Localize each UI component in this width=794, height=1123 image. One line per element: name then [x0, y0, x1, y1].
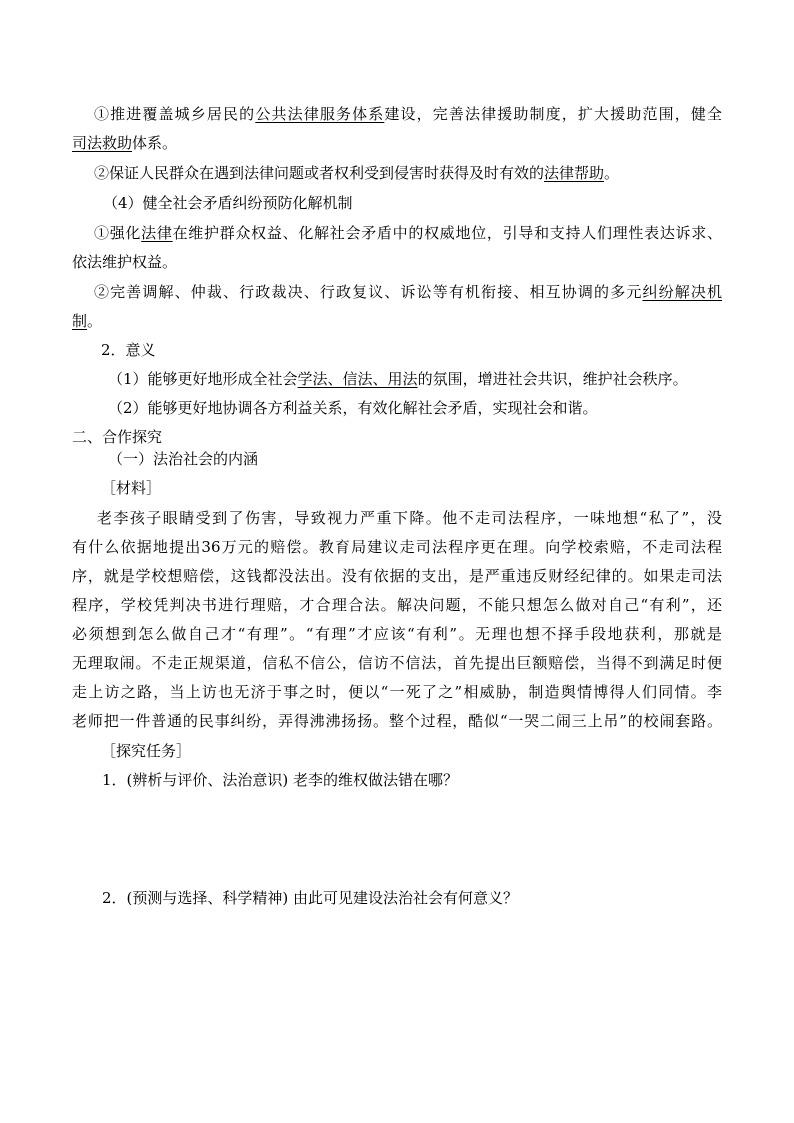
text-segment: 1．(辨析与评价、法治意识) 老李的维权做法错在哪？: [102, 771, 459, 789]
text-segment: 的氛围，增进社会共识，维护社会秩序。: [417, 370, 688, 388]
text-line: [97, 508, 722, 528]
text-segment: 老师把一件普通的民事纠纷，弄得沸沸扬扬。整个过程，酷似“一哭二闹三上吊”的校闹套路。: [72, 712, 722, 730]
text-line: [102, 770, 458, 790]
text-line: [72, 311, 102, 331]
underlined-term: 制: [72, 312, 88, 330]
text-segment: 依法维护权益。: [72, 253, 178, 271]
text-segment: ［探究任务］: [101, 742, 192, 760]
text-segment: 。: [87, 312, 103, 330]
text-line: [72, 566, 722, 586]
text-segment: （4）健全社会矛盾纠纷预防化解机制: [103, 194, 353, 212]
text-line: [101, 340, 156, 360]
text-segment: （一）法治社会的内涵: [108, 450, 259, 468]
text-segment: 序，就是学校想赔偿，这钱都没法出。没有依据的支出，是严重违反财经纪律的。如果走司法: [72, 567, 722, 585]
underlined-term: 学法、信法、用法: [297, 370, 418, 388]
text-segment: ［材料］: [101, 479, 162, 497]
text-line: [72, 624, 722, 644]
underlined-term: 法律: [141, 224, 173, 242]
text-line: [72, 537, 722, 557]
text-segment: ①推进覆盖城乡居民的: [94, 105, 256, 123]
text-segment: 体系。: [132, 134, 178, 152]
text-line: [72, 711, 722, 731]
text-segment: ①强化: [94, 224, 142, 242]
text-segment: 二、合作探究: [72, 428, 163, 446]
text-line: [72, 682, 722, 702]
text-line: [103, 193, 353, 213]
text-segment: ②保证人民群众在遇到法律问题或者权利受到侵害时获得及时有效的: [94, 164, 545, 182]
text-line: [72, 653, 722, 673]
text-segment: 无理取闹。不走正规渠道，信私不信公，信访不信法，首先提出巨额赔偿，当得不到满足时便: [72, 654, 722, 672]
underlined-term: 公共法律服务体系: [255, 105, 385, 123]
text-line: [101, 478, 161, 498]
text-line: [101, 741, 191, 761]
text-segment: ②完善调解、仲裁、行政裁决、行政复议、诉讼等有机衔接、相互协调的多元: [94, 283, 643, 301]
text-segment: 2．意义: [101, 341, 156, 359]
text-line: [108, 449, 258, 469]
underlined-term: 司法救助: [72, 134, 133, 152]
text-line: [72, 133, 177, 153]
text-line: [72, 427, 162, 447]
text-segment: 。: [604, 164, 620, 182]
text-segment: 必须想到怎么做自己才“有理”。“有理”才应该“有利”。无理也想不择手段地获利，那就是: [72, 625, 722, 643]
text-line: [72, 595, 722, 615]
text-segment: 在维护群众权益、化解社会矛盾中的权威地位，引导和支持人们理性表达诉求、: [172, 224, 722, 242]
text-segment: （1）能够更好地形成全社会: [108, 370, 298, 388]
text-segment: 建设，完善法律援助制度，扩大援助范围，健全: [384, 105, 722, 123]
text-line: [72, 252, 177, 272]
text-line: [108, 398, 598, 418]
text-line: [94, 223, 722, 243]
text-segment: 程序，学校凭判决书进行理赔，才合理合法。解决问题，不能只想怎么做对自己“有利”，还: [72, 596, 722, 614]
text-segment: 2．(预测与选择、科学精神) 由此可见建设法治社会有何意义？: [102, 889, 519, 907]
text-segment: 走上访之路，当上访也无济于事之时，便以“一死了之”相威胁，制造舆情博得人们同情。李: [72, 683, 722, 701]
text-line: [94, 163, 619, 183]
underlined-term: 纠纷解决机: [642, 283, 722, 301]
underlined-term: 法律帮助: [544, 164, 605, 182]
text-line: [94, 104, 722, 124]
text-segment: （2）能够更好地协调各方利益关系，有效化解社会矛盾，实现社会和谐。: [108, 399, 598, 417]
text-line: [108, 369, 688, 389]
text-segment: 有什么依据地提出36万元的赔偿。教育局建议走司法程序更在理。向学校索赔，不走司法程: [72, 538, 722, 556]
text-segment: 老李孩子眼睛受到了伤害，导致视力严重下降。他不走司法程序，一味地想“私了”，没: [97, 509, 722, 527]
text-line: [94, 282, 722, 302]
text-line: [102, 888, 518, 908]
